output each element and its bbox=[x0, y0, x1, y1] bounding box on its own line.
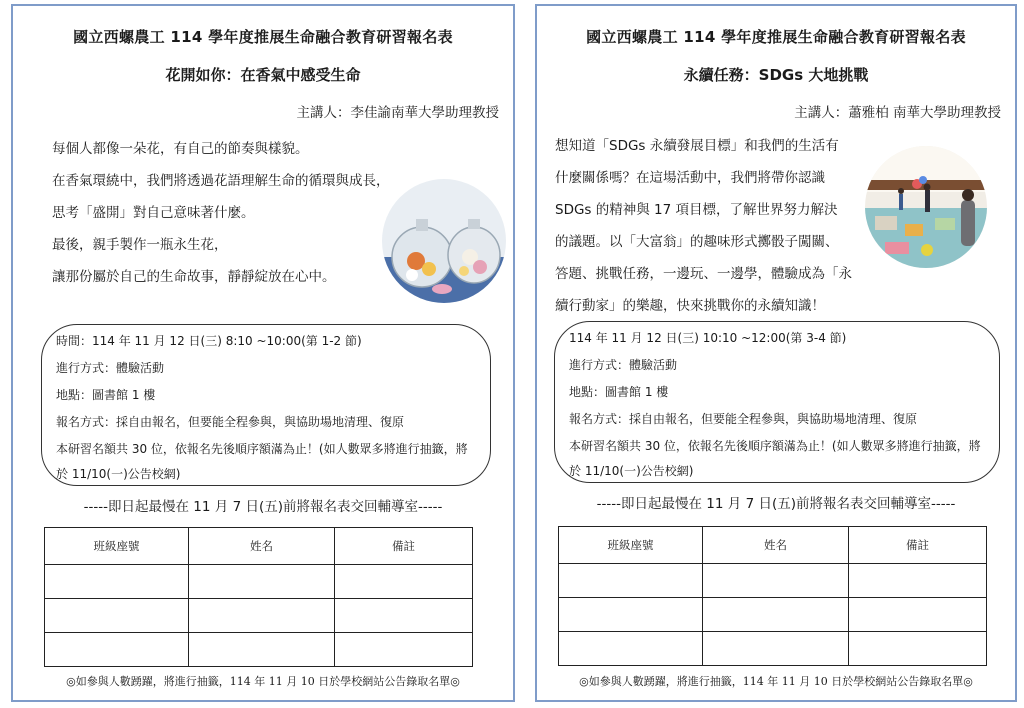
table-row bbox=[559, 632, 987, 666]
intro-line: 在香氣環繞中，我們將透過花語理解生命的循環與成長， bbox=[52, 173, 390, 189]
info-announcement: 於 11/10(一)公告校網) bbox=[569, 464, 694, 478]
header-name: 姓名 bbox=[703, 527, 849, 564]
registration-form-sdgs bbox=[535, 4, 1017, 702]
class-seat-cell[interactable] bbox=[559, 564, 703, 598]
speaker-line: 主講人：李佳諭南華大學助理教授 bbox=[296, 105, 499, 121]
name-cell[interactable] bbox=[189, 565, 335, 599]
name-cell[interactable] bbox=[189, 633, 335, 667]
table-row bbox=[559, 564, 987, 598]
session-info-box bbox=[41, 324, 491, 486]
info-capacity: 本研習名額共 30 位，依報名先後順序額滿為止！(如人數眾多將進行抽籤，將 bbox=[569, 439, 981, 453]
remarks-cell[interactable] bbox=[335, 633, 473, 667]
registration-table bbox=[558, 526, 987, 666]
registration-form-flower bbox=[11, 4, 515, 702]
school-title: 國立西螺農工 114 學年度推展生命融合教育研習報名表 bbox=[73, 28, 453, 46]
intro-line: 的議題。以「大富翁」的趣味形式擲骰子闖關、 bbox=[555, 234, 839, 250]
remarks-cell[interactable] bbox=[849, 598, 987, 632]
header-class-seat: 班級座號 bbox=[45, 528, 189, 565]
sdgs-activity-photo-icon bbox=[865, 146, 987, 268]
preserved-flower-photo-icon bbox=[382, 179, 506, 303]
table-row bbox=[45, 599, 473, 633]
intro-line: 最後，親手製作一瓶永生花， bbox=[52, 237, 228, 253]
header-remarks: 備註 bbox=[849, 527, 987, 564]
class-seat-cell[interactable] bbox=[45, 633, 189, 667]
intro-line: 什麼關係嗎？在這場活動中，我們將帶你認識 bbox=[555, 170, 825, 186]
class-seat-cell[interactable] bbox=[559, 598, 703, 632]
class-seat-cell[interactable] bbox=[45, 599, 189, 633]
info-signup-method: 報名方式：採自由報名，但要能全程參與，與協助場地清理、復原 bbox=[569, 412, 918, 426]
school-title: 國立西螺農工 114 學年度推展生命融合教育研習報名表 bbox=[586, 28, 966, 46]
table-header-row bbox=[45, 528, 473, 565]
intro-line: 續行動家」的樂趣，快來挑戰你的永續知識！ bbox=[555, 298, 825, 314]
class-seat-cell[interactable] bbox=[559, 632, 703, 666]
name-cell[interactable] bbox=[703, 564, 849, 598]
footnote: ◎如參與人數踴躍，將進行抽籤，114 年 11 月 10 日於學校網站公告錄取名單◎ bbox=[66, 675, 460, 688]
table-row bbox=[559, 598, 987, 632]
info-announcement: 於 11/10(一)公告校網) bbox=[56, 467, 181, 481]
info-time: 時間：114 年 11 月 12 日(三) 8:10 ~10:00(第 1-2 節) bbox=[56, 334, 362, 348]
session-info-box bbox=[554, 321, 1000, 483]
info-time: 114 年 11 月 12 日(三) 10:10 ~12:00(第 3-4 節) bbox=[569, 331, 847, 345]
deadline-notice: -----即日起最慢在 11 月 7 日(五)前將報名表交回輔導室----- bbox=[83, 499, 443, 515]
remarks-cell[interactable] bbox=[335, 565, 473, 599]
info-capacity: 本研習名額共 30 位，依報名先後順序額滿為止！(如人數眾多將進行抽籤，將 bbox=[56, 442, 468, 456]
deadline-notice: -----即日起最慢在 11 月 7 日(五)前將報名表交回輔導室----- bbox=[596, 496, 956, 512]
activity-title: 花開如你：在香氣中感受生命 bbox=[165, 66, 361, 84]
name-cell[interactable] bbox=[703, 598, 849, 632]
remarks-cell[interactable] bbox=[849, 632, 987, 666]
name-cell[interactable] bbox=[189, 599, 335, 633]
registration-table bbox=[44, 527, 473, 667]
activity-title: 永續任務：SDGs 大地挑戰 bbox=[683, 66, 869, 84]
intro-line: 思考「盛開」對自己意味著什麼。 bbox=[52, 205, 255, 221]
intro-line: 答題、挑戰任務，一邊玩、一邊學，體驗成為「永 bbox=[555, 266, 852, 282]
table-row bbox=[45, 565, 473, 599]
table-row bbox=[45, 633, 473, 667]
intro-line: 讓那份屬於自己的生命故事，靜靜綻放在心中。 bbox=[52, 269, 336, 285]
class-seat-cell[interactable] bbox=[45, 565, 189, 599]
remarks-cell[interactable] bbox=[335, 599, 473, 633]
header-remarks: 備註 bbox=[335, 528, 473, 565]
header-class-seat: 班級座號 bbox=[559, 527, 703, 564]
info-location: 地點：圖書館 1 樓 bbox=[569, 385, 669, 399]
remarks-cell[interactable] bbox=[849, 564, 987, 598]
info-format: 進行方式：體驗活動 bbox=[56, 361, 165, 375]
info-signup-method: 報名方式：採自由報名，但要能全程參與，與協助場地清理、復原 bbox=[56, 415, 405, 429]
header-name: 姓名 bbox=[189, 528, 335, 565]
intro-line: 想知道「SDGs 永續發展目標」和我們的生活有 bbox=[555, 138, 839, 154]
speaker-line: 主講人：蕭雅柏 南華大學助理教授 bbox=[794, 105, 1001, 121]
intro-line: 每個人都像一朵花，有自己的節奏與樣貌。 bbox=[52, 141, 309, 157]
table-header-row bbox=[559, 527, 987, 564]
name-cell[interactable] bbox=[703, 632, 849, 666]
info-format: 進行方式：體驗活動 bbox=[569, 358, 678, 372]
footnote: ◎如參與人數踴躍，將進行抽籤，114 年 11 月 10 日於學校網站公告錄取名單◎ bbox=[579, 675, 973, 688]
info-location: 地點：圖書館 1 樓 bbox=[56, 388, 156, 402]
intro-line: SDGs 的精神與 17 項目標，了解世界努力解決 bbox=[555, 202, 838, 218]
